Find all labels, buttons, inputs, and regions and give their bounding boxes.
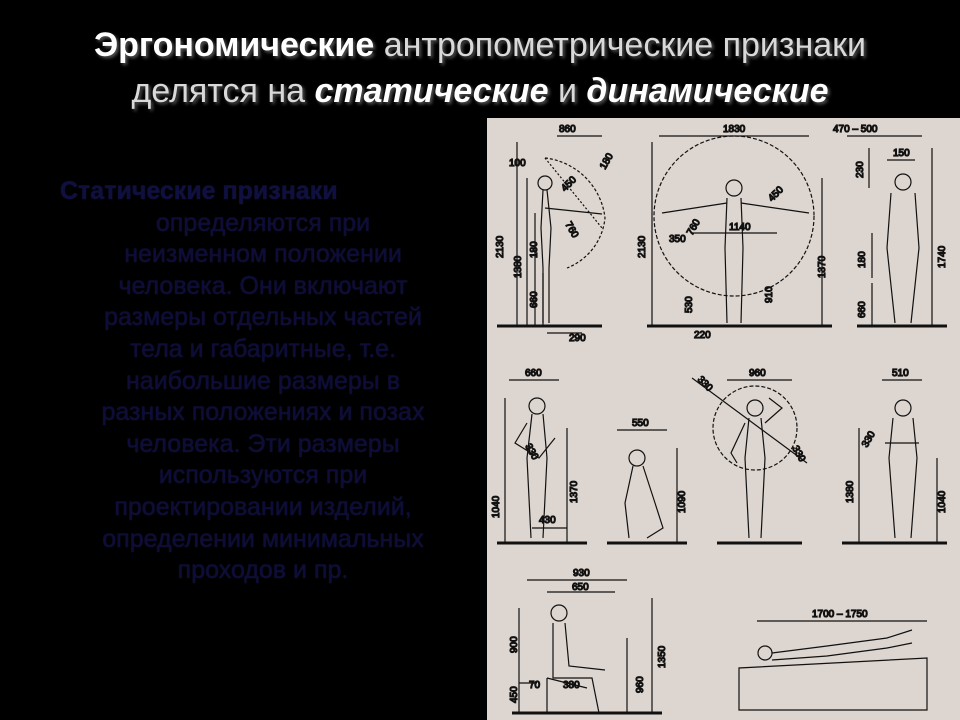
figure-hand-behind-head — [692, 368, 807, 543]
title-bold-word: Эргономические — [93, 26, 375, 64]
label-450: 450 — [509, 686, 520, 703]
label-1740: 1740 — [937, 245, 948, 268]
body-line: неизменном положении — [124, 240, 402, 269]
label-760: 760 — [685, 217, 703, 238]
body-line: определяются при — [155, 208, 371, 237]
body-line: проходов и пр. — [177, 556, 349, 585]
figure-squatting — [607, 418, 688, 543]
label-450: 450 — [766, 184, 786, 205]
title-static-word: статические — [314, 72, 549, 110]
title-part-c: и — [548, 72, 587, 110]
label-2130: 2130 — [637, 235, 648, 258]
title-dynamic-word: динамические — [586, 72, 829, 110]
label-930: 930 — [573, 568, 590, 579]
label-330: 330 — [522, 442, 541, 462]
body-line: определении минимальных — [102, 524, 424, 553]
label-1350: 1350 — [657, 645, 668, 668]
title-part-a: делятся на — [131, 72, 315, 110]
title-line-1 — [0, 22, 960, 68]
anthropometric-figure — [487, 118, 960, 720]
label-290: 290 — [569, 333, 586, 344]
body-line: проектировании изделий, — [114, 492, 412, 521]
body-line: разных положениях и позах — [101, 398, 425, 427]
label-650: 650 — [572, 582, 589, 593]
label-220: 220 — [694, 330, 711, 341]
label-1830: 1830 — [723, 124, 746, 135]
label-230: 230 — [855, 161, 866, 178]
title-rest: антропометрические признаки — [374, 26, 867, 64]
label-1040: 1040 — [491, 495, 502, 518]
label-1370: 1370 — [569, 480, 580, 503]
label-450: 450 — [559, 174, 579, 195]
label-180: 180 — [857, 251, 868, 268]
label-330: 330 — [860, 429, 878, 450]
label-530: 530 — [684, 296, 695, 313]
label-1380: 1380 — [845, 480, 856, 503]
label-1370: 1370 — [817, 255, 828, 278]
label-1700-1750: 1700 – 1750 — [812, 609, 868, 620]
slide-title — [0, 22, 960, 114]
figure-front-standing — [833, 124, 948, 326]
label-1090: 1090 — [677, 490, 688, 513]
body-line: человека. Они включают — [118, 271, 408, 300]
figure-side-arms-folded — [491, 368, 587, 543]
label-470-500: 470 – 500 — [833, 124, 878, 135]
label-180: 180 — [598, 151, 616, 172]
label-760: 760 — [562, 220, 581, 240]
body-text — [40, 176, 486, 587]
label-430: 430 — [539, 515, 556, 526]
figure-seated — [509, 568, 668, 713]
label-330: 330 — [789, 444, 808, 464]
label-2130: 2130 — [495, 235, 506, 258]
label-660: 660 — [857, 301, 868, 318]
label-330: 330 — [694, 374, 715, 394]
label-1040: 1040 — [937, 490, 948, 513]
anthropometric-figure-panel — [487, 118, 960, 720]
label-550: 550 — [632, 418, 649, 429]
body-lead: Статические признаки — [60, 177, 338, 205]
body-line: наибольшие размеры в — [125, 366, 400, 395]
figure-front-arms-spread — [637, 124, 832, 341]
label-960: 960 — [635, 676, 646, 693]
figure-front-arms-folded — [842, 368, 948, 543]
title-line-2 — [0, 68, 960, 114]
body-line: тела и габаритные, т.е. — [129, 334, 397, 363]
label-660: 660 — [529, 291, 540, 308]
label-1380: 1380 — [513, 255, 524, 278]
label-100: 100 — [509, 158, 526, 169]
label-900: 900 — [509, 636, 520, 653]
label-910: 910 — [764, 286, 775, 303]
label-180: 180 — [529, 241, 540, 258]
label-860: 860 — [559, 124, 576, 135]
figure-side-standing — [495, 124, 616, 344]
label-510: 510 — [892, 368, 909, 379]
label-380: 380 — [563, 680, 580, 691]
body-line: человека. Эти размеры — [126, 429, 400, 458]
body-line: используются при — [158, 461, 368, 490]
label-1140: 1140 — [729, 222, 751, 233]
body-line: размеры отдельных частей — [104, 303, 422, 332]
label-350: 350 — [669, 234, 686, 245]
label-70: 70 — [529, 680, 541, 691]
label-660: 660 — [525, 368, 542, 379]
label-960: 960 — [749, 368, 766, 379]
label-150: 150 — [893, 148, 910, 159]
figure-lying — [739, 609, 927, 710]
